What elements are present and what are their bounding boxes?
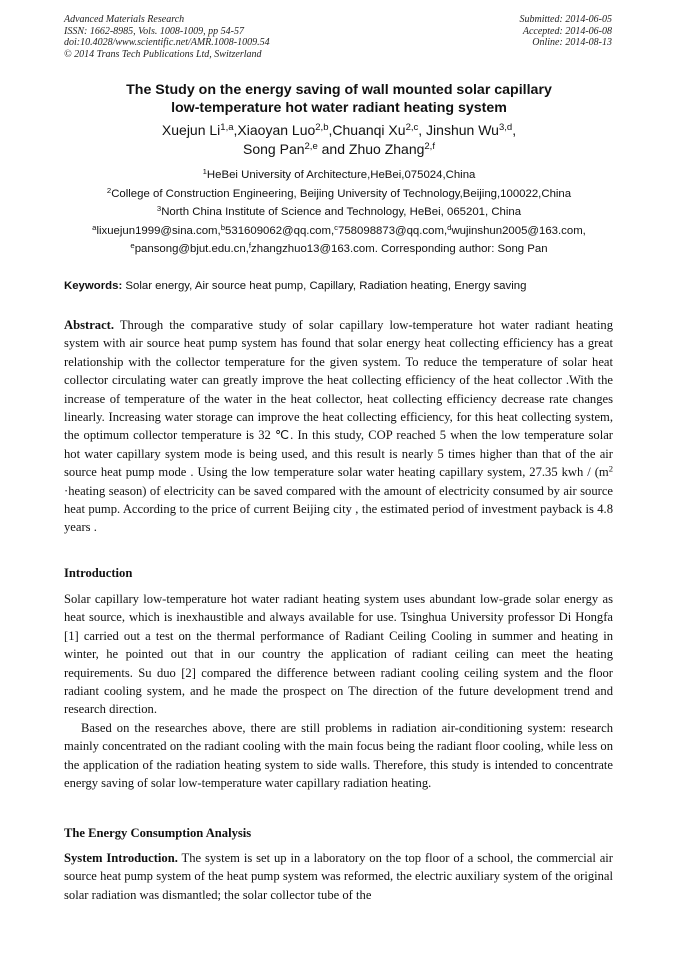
email-link[interactable]: 531609062@qq.com, [225,224,335,237]
doi-line: doi:10.4028/www.scientific.net/AMR.1008-1009.54 [64,37,270,48]
affiliation-2: $^2$College of Construction Engineering, Beijing University of Technology,Beijing,100022,China [106,185,572,200]
author-name: Song Pan [243,141,305,157]
keywords-label: Keywords: [64,280,123,292]
author-affiliation-mark: 1,a [220,121,234,133]
system-introduction-label: System Introduction. [64,851,178,865]
introduction-section [64,590,613,792]
author-name: Xuejun Li [161,122,221,138]
author-name: Zhuo Zhang [348,141,425,157]
system-introduction-paragraph: System Introduction. The system is set up in a laboratory on the top floor of a school, the commercial air source heat pump system of the heat pump system was reformed, the electric auxiliary system of the original solar radiation was dismantled; the solar collector tube of the [64,851,613,902]
author-name: Chuanqi Xu [332,122,406,138]
introduction-heading: Introduction [64,566,133,580]
affiliation-3: $^3$North China Institute of Science and Technology, HeBei, 065201, China [156,203,522,218]
energy-analysis-heading: The Energy Consumption Analysis [64,826,252,840]
journal-name: Advanced Materials Research [64,14,185,25]
abstract-label: Abstract. [64,318,115,332]
issn-line: ISSN: 1662-8985, Vols. 1008-1009, pp 54-57 [64,25,244,37]
affiliation-1: $^1$HeBei University of Architecture,HeBei,075024,China [202,166,476,181]
abstract-section [64,316,613,537]
keywords-text: Solar energy, Air source heat pump, Capillary, Radiation heating, Energy saving [125,280,527,292]
author-affiliation-mark: 3,d [498,121,513,133]
title-line-2: low-temperature hot water radiant heating system [171,100,507,116]
keywords [64,279,624,294]
email-link[interactable]: lixuejun1999@sina.com, [96,224,221,237]
author-affiliation-mark: 2,f [424,140,435,152]
corresponding-author-note: zhangzhuo13@163.com. Corresponding author: Song Pan [251,243,548,255]
introduction-paragraph-2: Based on the researches above, there are still problems in radiation air-conditioning system: research mainly concentrated on the radiant cooling with the main focus being the radiant floor cooling, while less on the application of the radiation heating system to side walls. Therefore, this study is intended to concentrate energy saving of solar low-temperature water capillary radiation heating. [64,720,613,791]
publication-dates [520,14,613,49]
author-line-2: Song Pan$^{2,e}$ and Zhuo Zhang$^{2,f}$ [243,140,435,157]
copyright-line: © 2014 Trans Tech Publications Ltd, Switzerland [64,48,262,60]
email-link[interactable]: 758098873@qq.com, [338,224,448,237]
abstract-paragraph: Abstract. Through the comparative study of solar capillary low-temperature hot water radiant heating system with air source heat pump system has found that solar energy heat collecting efficiency has a great relationship with the collector temperature for the given system. To reduce the temperature of solar heat collector circulating water can greatly improve the heat collecting efficiency of the heat collector .With the increase of temperature of the water in the heat collector, heat collecting efficiency decrease rate changes linearly. Increasing water storage can improve the heat collecting efficiency, for this heat collecting system, the optimum collector temperature is 32 ℃. In this study, COP reached 5 when the low temperature solar hot water capillary system mode is being used, and this result is nearly 5 times higher than that of the air source heat pump mode . Using the low temperature solar water heating capillary system, 27.35 kwh / ($m^2$ ·heating season) of electricity can be saved compared with the amount of electricity consumed by air source heat pump. According to the price of current Beijing city , the estimated period of investment payback is 4.8 years . [64,318,613,535]
title-line-1: The Study on the energy saving of wall mounted solar capillary [126,82,552,98]
journal-info [64,14,270,60]
affiliations [40,166,638,259]
online-date: Online: 2014-08-13 [532,37,612,48]
author-affiliation-mark: 2,e [304,140,318,152]
paper-title [40,81,638,117]
submitted-date: Submitted: 2014-06-05 [519,14,612,25]
email-line-1: $^a$lixuejun1999@sina.com,$^b$531609062@qq.com,$^c$758098873@qq.com,$^d$wujinshun2005@163.com, [92,222,586,237]
author-name: Jinshun Wu [426,122,499,138]
introduction-paragraph-1: Solar capillary low-temperature hot water radiant heating system uses abundant low-grade solar energy as heat source, which is inexhaustible and always available for use. Tsinghua University professor Di Hongfa [1] carried out a test on the thermal performance of Radiant Ceiling Cooling in summer and heating in winter, he pointed out that in our country the application of radiant ceiling can meet the heating requirements. Su duo [2] compared the difference between radiant cooling ceiling system and the floor radiant cooling system, and he made the prospect on The direction of the future development trend and research direction. [64,592,613,717]
author-affiliation-mark: 2,c [405,121,419,133]
author-line-1: Xuejun Li$^{1,a}$,Xiaoyan Luo$^{2,b}$,Chuanqi Xu$^{2,c}$, Jinshun Wu$^{3,d}$, [161,121,517,138]
author-name: Xiaoyan Luo [237,122,316,138]
email-line-2: $^e$pansong@bjut.edu.cn,$^f$zhangzhuo13@163.com. Corresponding author: Song Pan [130,240,548,255]
email-link[interactable]: wujinshun2005@163.com, [451,224,586,237]
author-affiliation-mark: 2,b [315,121,329,133]
author-list [40,121,638,159]
email-link[interactable]: pansong@bjut.edu.cn, [134,243,249,255]
accepted-date: Accepted: 2014-06-08 [522,25,612,37]
system-introduction-section [64,849,613,904]
